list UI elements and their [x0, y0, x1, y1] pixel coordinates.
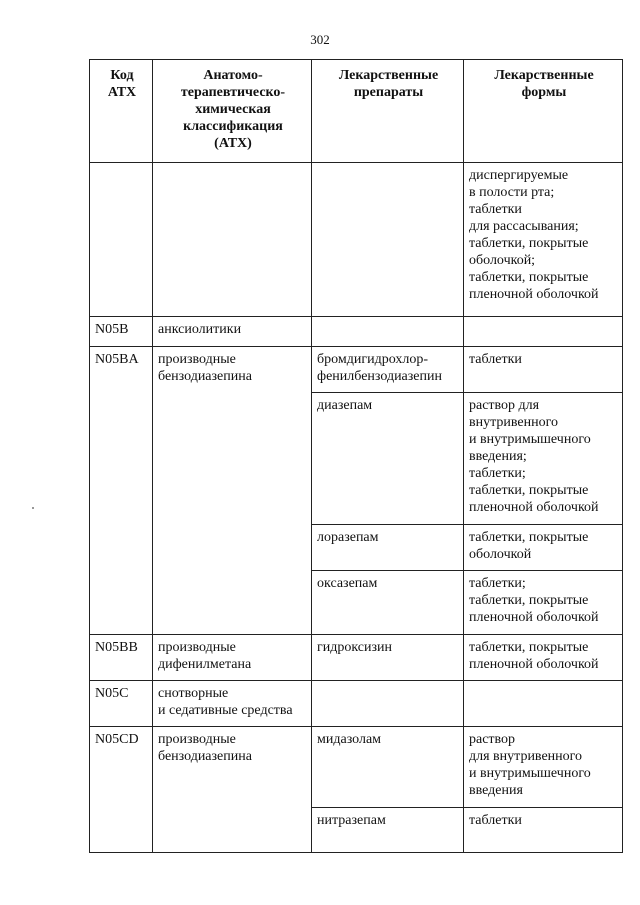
drug-cell: нитразепам — [312, 808, 464, 853]
code-cell: N05CD — [90, 727, 153, 853]
forms-cell: таблетки, покрытые оболочкой — [464, 525, 623, 571]
class-cell: анксиолитики — [153, 317, 312, 347]
table-header-row — [90, 60, 623, 163]
code-cell: N05B — [90, 317, 153, 347]
class-cell: производные бензодиазепина — [153, 727, 312, 853]
drug-cell-empty — [312, 163, 464, 317]
drug-cell: мидазолам — [312, 727, 464, 808]
forms-cell: диспергируемые в полости рта; таблетки для рассасывания; таблетки, покрытые оболочкой; таблетки, покрытые пленочной оболочкой — [464, 163, 623, 317]
forms-cell: таблетки — [464, 808, 623, 853]
forms-cell-empty — [464, 317, 623, 347]
table-row-n05ba — [90, 347, 623, 393]
scan-speck — [32, 507, 34, 509]
drug-cell: бромдигидрохлор- фенилбензодиазепин — [312, 347, 464, 393]
forms-cell: раствор для внутривенного и внутримышечного введения; таблетки; таблетки, покрытые пленочной оболочкой — [464, 393, 623, 525]
code-cell-empty — [90, 163, 153, 317]
forms-cell: таблетки — [464, 347, 623, 393]
drug-cell: диазепам — [312, 393, 464, 525]
drug-cell: лоразепам — [312, 525, 464, 571]
code-cell: N05C — [90, 681, 153, 727]
drug-cell-empty — [312, 317, 464, 347]
forms-cell: таблетки, покрытые пленочной оболочкой — [464, 635, 623, 681]
drug-cell-empty — [312, 681, 464, 727]
drug-cell: гидроксизин — [312, 635, 464, 681]
class-cell: производные бензодиазепина — [153, 347, 312, 635]
forms-cell: раствор для внутривенного и внутримышечного введения — [464, 727, 623, 808]
table-row-n05b — [90, 317, 623, 347]
page-number: 302 — [310, 32, 330, 47]
table-row-continuation — [90, 163, 623, 317]
atx-drug-table — [89, 59, 623, 853]
table-row-n05bb — [90, 635, 623, 681]
class-cell: снотворные и седативные средства — [153, 681, 312, 727]
class-cell: производные дифенилметана — [153, 635, 312, 681]
table-row-n05cd — [90, 727, 623, 808]
class-cell-empty — [153, 163, 312, 317]
header-atx-code: Код АТХ — [90, 60, 153, 163]
forms-cell: таблетки; таблетки, покрытые пленочной оболочкой — [464, 571, 623, 635]
code-cell: N05BB — [90, 635, 153, 681]
code-cell: N05BA — [90, 347, 153, 635]
drug-cell: оксазепам — [312, 571, 464, 635]
header-drugs: Лекарственные препараты — [312, 60, 464, 163]
forms-cell-empty — [464, 681, 623, 727]
header-atx-classification: Анатомо- терапевтическо- химическая классификация (АТХ) — [153, 60, 312, 163]
header-dosage-forms: Лекарственные формы — [464, 60, 623, 163]
table-row-n05c — [90, 681, 623, 727]
